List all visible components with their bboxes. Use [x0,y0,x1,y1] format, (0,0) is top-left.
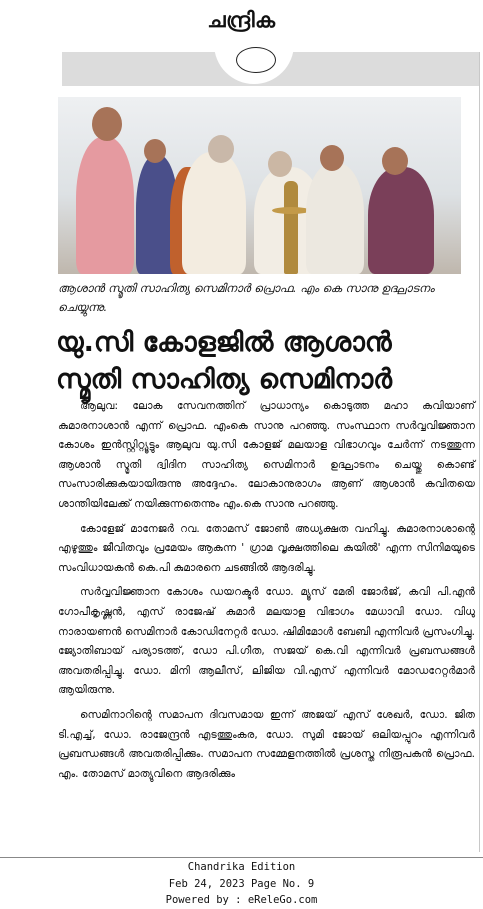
headline-line: യു.സി കോളജിൽ ആശാൻ [56,327,392,358]
oil-lamp [284,181,298,274]
footer-edition: Chandrika Edition [187,861,296,873]
article-paragraph: സെമിനാറിന്റെ സമാപന ദിവസമായ ഇന്ന് അജയ് എസ് ശേഖർ, ഡോ. ജിത ടി.എച്ച്, ഡോ. രാജേന്ദ്രൻ എടത്തുംകര, ഡോ. സുമി ജോയ് ഒലിയപ്പുറം എന്നിവർ പ്രബന്ധങ്ങൾ അവതരിപ്പിക്കും. സമാപന സമ്മേളനത്തിൽ പ്രശസ്ത നിരൂപകൻ പ്രൊഫ. എം. തോമസ് മാത്യുവിനെ ആദരിക്കും [58,708,475,780]
article-paragraph: ആലുവ: ലോക സേവനത്തിന് പ്രാധാന്യം കൊടുത്ത മഹാ കവിയാണ് കുമാരനാശാൻ എന്ന് പ്രൊഫ. എംകെ സാനു പറഞ്ഞു. സംസ്ഥാന സർവ്വവിജ്ഞാന കോശം ഇൻസ്റ്റിറ്റ്യൂട്ടും ആലുവ യു.സി കോളജ് മലയാള വിഭാഗവും ചേർന്ന് നടത്തുന്ന ആശാൻ സ്മൃതി ദ്വിദിന സാഹിത്യ സെമിനാർ ഉദ്ഘാടനം ചെയ്തു കൊണ്ട് സംസാരിക്കുകയായിരുന്നു അദ്ദേഹം. ലോകാനുരാഗം ആണ് ആശാൻ കവിതയെ ശാന്തിയിലേക്ക് നയിക്കുന്നതെന്നും എം.കെ സാനു പറഞ്ഞു. [58,400,475,510]
footer-divider [0,857,483,858]
article-paragraph: സർവ്വവിജ്ഞാന കോശം ഡയറക്ടർ ഡോ. മ്യൂസ് മേരി ജോർജ്, കവി പി.എൻ ഗോപീകൃഷ്ണൻ, എസ് രാജേഷ് കുമാർ മലയാള വിഭാഗം മേധാവി ഡോ. വിധു നാരായണൻ സെമിനാർ കോഡിനേറ്റർ ഡോ. ഷിമിമോൾ ബേബി എന്നിവർ പ്രസംഗിച്ചു. ജ്യോതിബായ് പര്യാടത്ത്, ഡോ പി.ഗീത, സജയ് കെ.വി എന്നിവർ പ്രബന്ധങ്ങൾ അവതരിപ്പിച്ചു. ഡോ. മിനി ആലീസ്, ലിജിയ വി.എസ് എന്നിവർ മോഡറേറ്റർമാർ ആയിരുന്നു. [58,586,475,697]
person-head [320,145,344,171]
person-figure [76,137,134,274]
article-headline [56,324,480,398]
banner-oval-icon [236,47,276,73]
headline-line: സ്മൃതി സാഹിത്യ സെമിനാർ [56,364,393,395]
footer-date-page: Feb 24, 2023 Page No. 9 [168,877,315,890]
photo-caption: ആശാൻ സ്മൃതി സാഹിത്യ സെമിനാർ പ്രൊഫ. എം കെ സാനു ഉദ്ഘാടനം ചെയ്യുന്നു. [58,281,435,314]
person-head [382,147,408,175]
article-paragraph: കോളേജ് മാനേജർ റവ. തോമസ് ജോൺ അധ്യക്ഷത വഹിച്ചു. കുമാരനാശാന്റെ എഴുത്തും ജീവിതവും പ്രമേയം ആകുന്ന ' ഗ്രാമ വൃക്ഷത്തിലെ കുയിൽ' എന്ന സിനിമയുടെ സംവിധായകൻ കെ.പി കുമാരനെ ചടങ്ങിൽ ആദരിച്ചു. [58,522,475,574]
person-figure [182,152,246,274]
footer-powered-by[interactable]: Powered by : eReleGo.com [165,894,318,906]
news-photo[interactable] [58,97,461,274]
person-head [92,107,122,141]
column-rule [479,52,480,852]
oil-lamp-top [272,207,310,214]
person-head [268,151,292,177]
masthead-title: ചന്ദ്രിക [207,8,276,32]
article-body [58,397,475,789]
person-head [144,139,166,163]
person-figure [368,167,434,274]
person-head [208,135,234,163]
person-figure [306,163,364,274]
footer [0,859,483,909]
